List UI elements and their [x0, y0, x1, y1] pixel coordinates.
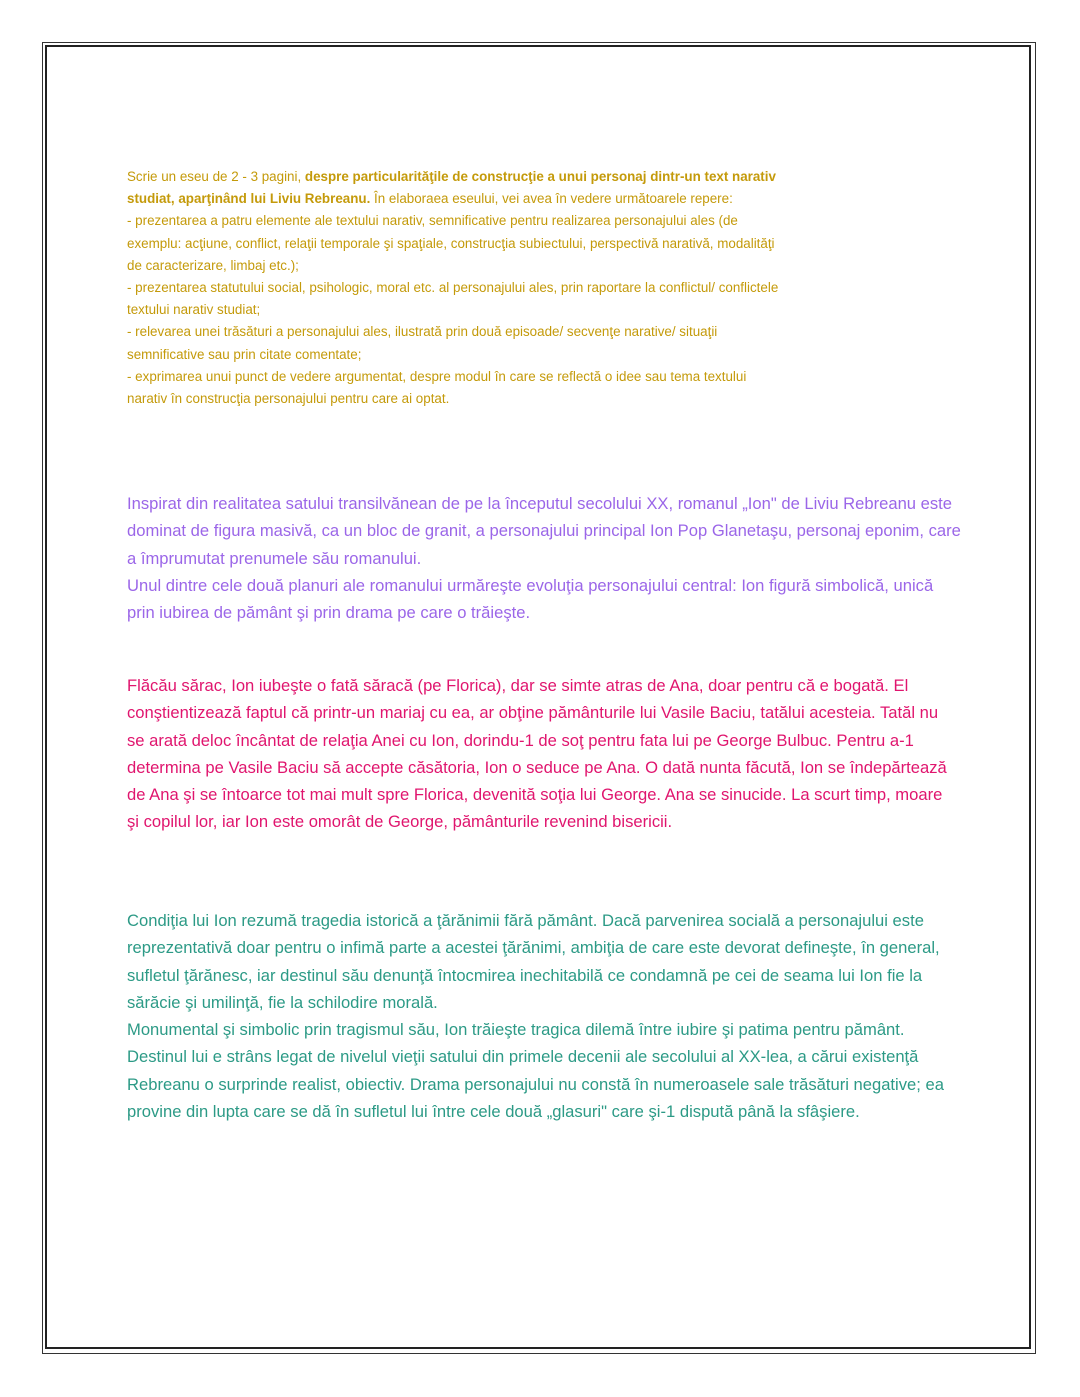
prompt-intro-plain: Scrie un eseu de 2 - 3 pagini, [127, 169, 305, 184]
essay-plot-text: Flăcău sărac, Ion iubeşte o fată săracă (pe Florica), dar se simte atras de Ana, doar pentru că e bogată. El conştientizează faptul că printr-un mariaj cu ea, ar obţine pământurile lui Vasile Baciu, tatălui acesteia. Tatăl nu se arată deloc încântat de relaţia Anei cu Ion, dorindu-1 de soţ pentru fata lui pe George Bulbuc. Pentru a-1 determina pe Vasile Baciu să accepte căsătoria, Ion o seduce pe Ana. O dată nunta făcută, Ion se îndepărtează de Ana şi se întoarce tot mai mult spre Florica, devenită soţia lui George. Ana se sinucide. La scurt timp, moare şi copilul lor, iar Ion este omorât de George, pământurile revenind bisericii. [127, 676, 947, 832]
essay-prompt [127, 166, 787, 410]
essay-intro-line: Inspirat din realitatea satului transilvănean de pe la începutul secolului XX, romanul „Ion" de Liviu Rebreanu este dominat de figura masivă, ca un bloc de granit, a personajului principal Ion Pop Glanetaşu, personaj eponim, care a împrumutat prenumele său romanului. [127, 494, 961, 568]
prompt-intro-tail: În elaboraea eseului, vei avea în vedere următoarele repere: [370, 191, 733, 207]
essay-analysis-paragraph [127, 907, 962, 1125]
essay-analysis-line: Condiţia lui Ion rezumă tragedia istorică a ţărănimii fără pământ. Dacă parvenirea socială a personajului este reprezentativă doar pentru o infimă parte a acestei ţărănimi, ambiţia de care este devorat defineşte, în general, sufletul ţărănesc, iar destinul său denunţă întocmirea inechitabilă ce condamnă pe cei de seama lui Ion fie la sărăcie şi umilinţă, fie la schilodire morală. [127, 911, 940, 1012]
prompt-item: - exprimarea unui punct de vedere argumentat, despre modul în care se reflectă o idee sau tema textului narativ în construcţia personajului pentru care ai optat. [127, 368, 747, 407]
essay-intro-paragraph [127, 490, 962, 626]
essay-intro-line: Unul dintre cele două planuri ale romanului urmăreşte evoluţia personajului central: Ion figură simbolică, unică prin iubirea de pământ şi prin drama pe care o trăieşte. [127, 575, 934, 623]
prompt-intro [127, 166, 787, 210]
prompt-intro-bold: despre particularităţile de construcţie a unui personaj dintr-un text narativ studiat, aparţinând lui Liviu Rebreanu. [127, 169, 776, 207]
prompt-item: - relevarea unei trăsături a personajului ales, ilustrată prin două episoade/ secvenţe narative/ situaţii semnificative sau prin citate comentate; [127, 324, 718, 362]
prompt-item: - prezentarea statutului social, psihologic, moral etc. al personajului ales, prin raportare la conflictul/ conflictele textului narativ studiat; [127, 280, 779, 318]
essay-analysis-line: Monumental şi simbolic prin tragismul său, Ion trăieşte tragica dilemă între iubire şi patima pentru pământ. Destinul lui e strâns legat de nivelul vieţii satului din primele decenii ale secolului al XX-lea, a cărui existenţă Rebreanu o surprinde realist, obiectiv. Drama personajului nu constă în numeroasele sale trăsături negative; ea provine din lupta care se dă în sufletul lui între cele două „glasuri" care şi-1 dispută până la sfâşiere. [127, 1020, 944, 1122]
essay-plot-paragraph [127, 672, 957, 836]
prompt-item: - prezentarea a patru elemente ale textului narativ, semnificative pentru realizarea personajului ales (de exemplu: acţiune, conflict, relaţii temporale şi spaţiale, construcţia subiectului, perspectivă narativă, modalităţi de caracterizare, limbaj etc.); [127, 213, 775, 273]
